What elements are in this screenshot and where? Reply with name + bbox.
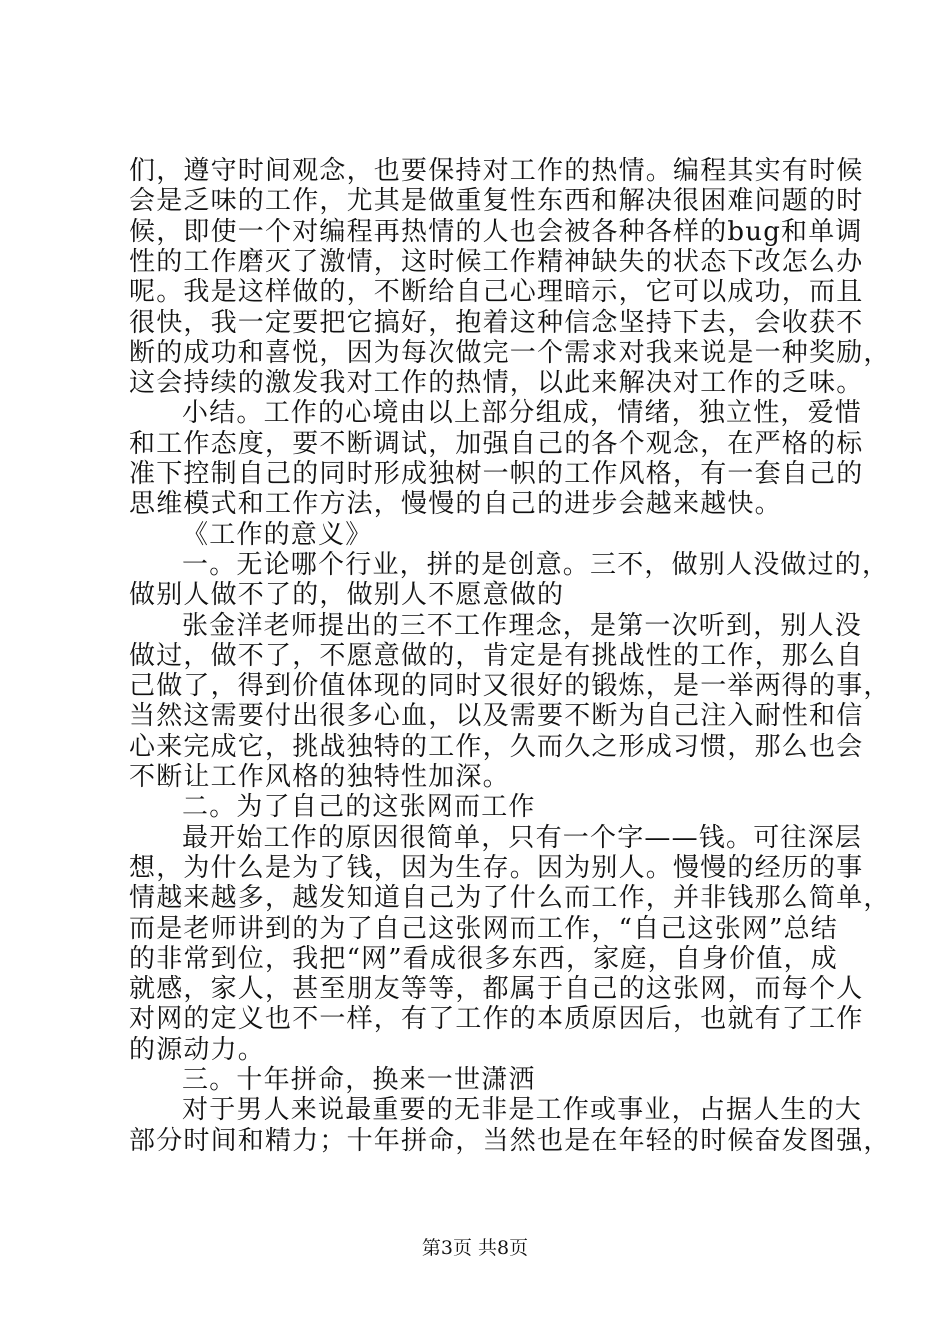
text-line: 们，遵守时间观念，也要保持对工作的热情。编程其实有时候	[129, 156, 864, 186]
text-line: 己做了，得到价值体现的同时又很好的锻炼，是一举两得的事，	[129, 671, 891, 702]
section-title: 《工作的意义》	[182, 519, 373, 550]
text-line: 对于男人来说最重要的无非是工作或事业，占据人生的大	[182, 1095, 863, 1126]
text-line: 想，为什么是为了钱，因为生存。因为别人。慢慢的经历的事	[129, 852, 864, 883]
text-line: 做别人做不了的，做别人不愿意做的	[129, 580, 565, 611]
text-line: 而是老师讲到的为了自己这张网而工作，“自己这张网”总结	[129, 913, 838, 944]
text-line: 情越来越多，越发知道自己为了什么而工作，并非钱那么简单，	[129, 883, 891, 914]
text-line: 做过，做不了，不愿意做的，肯定是有挑战性的工作，那么自	[129, 640, 864, 671]
text-line: 张金洋老师提出的三不工作理念，是第一次听到，别人没	[182, 610, 863, 641]
text-line: 断的成功和喜悦，因为每次做完一个需求对我来说是一种奖励，	[129, 337, 891, 368]
text-line: 对网的定义也不一样，有了工作的本质原因后，也就有了工作	[129, 1004, 864, 1035]
text-line: 思维模式和工作方法，慢慢的自己的进步会越来越快。	[129, 489, 782, 520]
text-line: 一。无论哪个行业，拼的是创意。三不，做别人没做过的，	[182, 549, 890, 580]
text-line: 最开始工作的原因很简单，只有一个字——钱。可往深层	[182, 822, 863, 853]
text-line: 这会持续的激发我对工作的热情，以此来解决对工作的乏味。	[129, 368, 864, 399]
text-line: 候，即使一个对编程再热情的人也会被各种各样的bug和单调	[129, 216, 863, 247]
text-line: 部分时间和精力；十年拼命，当然也是在年轻的时候奋发图强，	[129, 1125, 891, 1156]
text-line: 会是乏味的工作，尤其是做重复性东西和解决很困难问题的时	[129, 186, 864, 217]
text-line: 和工作态度，要不断调试，加强自己的各个观念，在严格的标	[129, 428, 864, 459]
text-line: 不断让工作风格的独特性加深。	[129, 762, 510, 792]
text-line: 小结。工作的心境由以上部分组成，情绪，独立性，爱惜	[182, 398, 863, 429]
page-number-footer: 第3页 共8页	[421, 1237, 529, 1259]
text-line: 的非常到位，我把“网”看成很多东西，家庭，自身价值，成	[129, 943, 838, 974]
text-line: 二。为了自己的这张网而工作	[182, 792, 536, 823]
text-line: 三。十年拼命，换来一世潇洒	[182, 1065, 536, 1095]
text-line: 很快，我一定要把它搞好，抱着这种信念坚持下去，会收获不	[129, 307, 864, 338]
text-line: 当然这需要付出很多心血，以及需要不断为自己注入耐性和信	[129, 701, 864, 732]
text-line: 呢。我是这样做的，不断给自己心理暗示，它可以成功，而且	[129, 277, 864, 308]
text-line: 就感，家人，甚至朋友等等，都属于自己的这张网，而每个人	[129, 974, 864, 1005]
text-line: 的源动力。	[129, 1034, 266, 1065]
text-line: 性的工作磨灭了激情，这时候工作精神缺失的状态下改怎么办	[129, 246, 864, 277]
text-line: 准下控制自己的同时形成独树一帜的工作风格，有一套自己的	[129, 459, 864, 489]
text-line: 心来完成它，挑战独特的工作，久而久之形成习惯，那么也会	[129, 731, 864, 762]
